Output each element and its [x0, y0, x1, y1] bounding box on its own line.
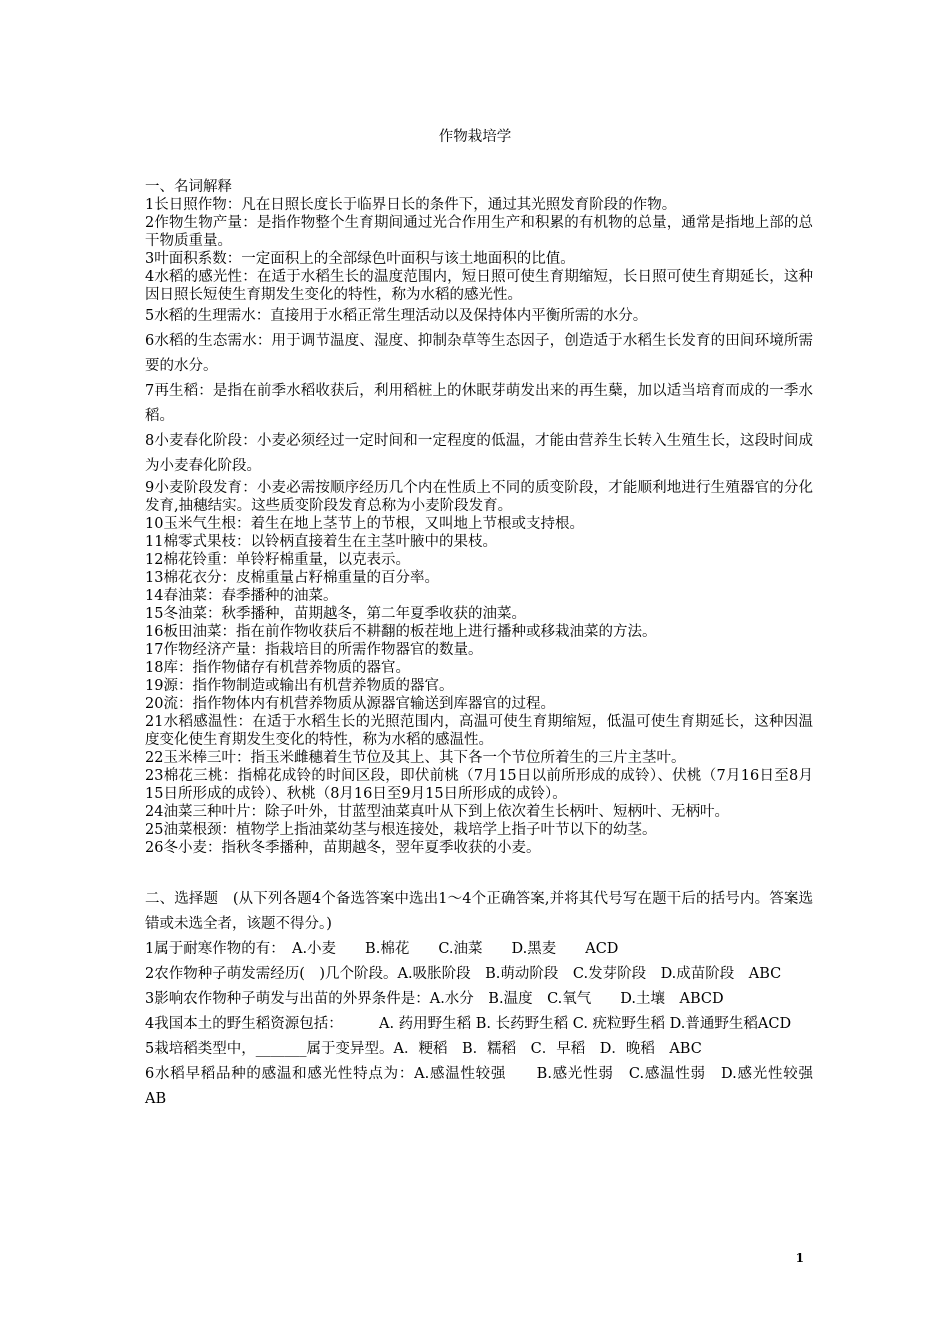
- definition-item: 18库：指作物储存有机营养物质的器官。: [145, 660, 410, 676]
- definition-item: 21水稻感温性：在适于水稻生长的光照范围内，高温可使生育期缩短，低温可使生育期延长，这种因温度变化使生育期发生变化的特性，称为水稻的感温性。: [145, 714, 813, 748]
- definition-item: 3叶面积系数：一定面积上的全部绿色叶面积与该土地面积的比值。: [145, 251, 575, 267]
- definition-item: 2作物生物产量：是指作物整个生育期间通过光合作用生产和积累的有机物的总量，通常是指地上部的总干物质重量。: [145, 215, 813, 249]
- page-number: 1: [795, 1251, 804, 1265]
- question-item: 4我国本土的野生稻资源包括： A. 药用野生稻 B. 长药野生稻 C. 疣粒野生稻 D.普通野生稻ACD: [145, 1016, 792, 1032]
- section-spacer: [145, 857, 813, 887]
- definition-item: 19源：指作物制造或输出有机营养物质的器官。: [145, 678, 454, 694]
- definition-item: 1长日照作物：凡在日照长度长于临界日长的条件下，通过其光照发育阶段的作物。: [145, 197, 677, 213]
- definition-item: 17作物经济产量：指栽培目的所需作物器官的数量。: [145, 642, 483, 658]
- section-heading: 一、名词解释: [145, 179, 232, 195]
- definition-item: 26冬小麦：指秋冬季播种，苗期越冬，翌年夏季收获的小麦。: [145, 840, 541, 856]
- question-item: 2农作物种子萌发需经历( )几个阶段。A.吸胀阶段 B.萌动阶段 C.发芽阶段 D.成苗阶段 ABC: [145, 966, 782, 982]
- definition-item: 13棉花衣分：皮棉重量占籽棉重量的百分率。: [145, 570, 439, 586]
- definition-item: 22玉米棒三叶：指玉米雌穗着生节位及其上、其下各一个节位所着生的三片主茎叶。: [145, 750, 686, 766]
- definition-item: 14春油菜：春季播种的油菜。: [145, 588, 338, 604]
- definition-item: 16板田油菜：指在前作物收获后不耕翻的板茬地上进行播种或移栽油菜的方法。: [145, 624, 657, 640]
- definition-item: 5水稻的生理需水：直接用于水稻正常生理活动以及保持体内平衡所需的水分。: [145, 308, 648, 324]
- definition-item: 24油菜三种叶片：除子叶外，甘蓝型油菜真叶从下到上依次着生长柄叶、短柄叶、无柄叶。: [145, 804, 729, 820]
- definition-item: 15冬油菜：秋季播种，苗期越冬，第二年夏季收获的油菜。: [145, 606, 526, 622]
- definition-item: 4水稻的感光性：在适于水稻生长的温度范围内，短日照可使生育期缩短，长日照可使生育期延长，这种因日照长短使生育期发生变化的特性，称为水稻的感光性。: [145, 269, 813, 303]
- definition-item: 12棉花铃重：单铃籽棉重量，以克表示。: [145, 552, 410, 568]
- question-item: 5栽培稻类型中，_______属于变异型。A．粳稻 B．糯稻 C．早稻 D．晚稻 ABC: [145, 1041, 702, 1057]
- section-heading: 二、选择题 (从下列各题4个备选答案中选出1～4个正确答案,并将其代号写在题干后的括号内。答案选错或未选全者，该题不得分。): [145, 891, 813, 932]
- definition-item: 23棉花三桃：指棉花成铃的时间区段，即伏前桃（7月15日以前所形成的成铃）、伏桃（7月16日至8月15日所形成的成铃）、秋桃（8月16日至9月15日所形成的成铃）。: [145, 768, 813, 802]
- document-title: 作物栽培学: [438, 129, 512, 145]
- definition-item: 9小麦阶段发育：小麦必需按顺序经历几个内在性质上不同的质变阶段，才能顺利地进行生殖器官的分化发育,抽穗结实。这些质变阶段发育总称为小麦阶段发育。: [145, 480, 813, 514]
- definition-item: 20流：指作物体内有机营养物质从源器官输送到库器官的过程。: [145, 696, 555, 712]
- definition-item: 11棉零式果枝：以铃柄直接着生在主茎叶腋中的果枝。: [145, 534, 497, 550]
- definition-item: 10玉米气生根：着生在地上茎节上的节根，又叫地上节根或支持根。: [145, 516, 584, 532]
- document-body: [145, 178, 842, 1112]
- definition-item: 7再生稻：是指在前季水稻收获后，利用稻桩上的休眠芽萌发出来的再生蘖，加以适当培育而成的一季水稻。: [145, 383, 813, 424]
- question-item: 1属于耐寒作物的有： A.小麦 B.棉花 C.油菜 D.黑麦 ACD: [145, 941, 619, 957]
- definition-item: 8小麦春化阶段：小麦必须经过一定时间和一定程度的低温，才能由营养生长转入生殖生长，这段时间成为小麦春化阶段。: [145, 433, 813, 474]
- definition-item: 25油菜根颈：植物学上指油菜幼茎与根连接处，栽培学上指子叶节以下的幼茎。: [145, 822, 657, 838]
- question-item: 6水稻早稻品种的感温和感光性特点为：A.感温性较强 B.感光性弱 C.感温性弱 D.感光性较强 AB: [145, 1066, 842, 1107]
- question-item: 3影响农作物种子萌发与出苗的外界条件是：A.水分 B.温度 C.氧气 D.土壤 ABCD: [145, 991, 724, 1007]
- definition-item: 6水稻的生态需水：用于调节温度、湿度、抑制杂草等生态因子，创造适于水稻生长发育的田间环境所需要的水分。: [145, 333, 813, 374]
